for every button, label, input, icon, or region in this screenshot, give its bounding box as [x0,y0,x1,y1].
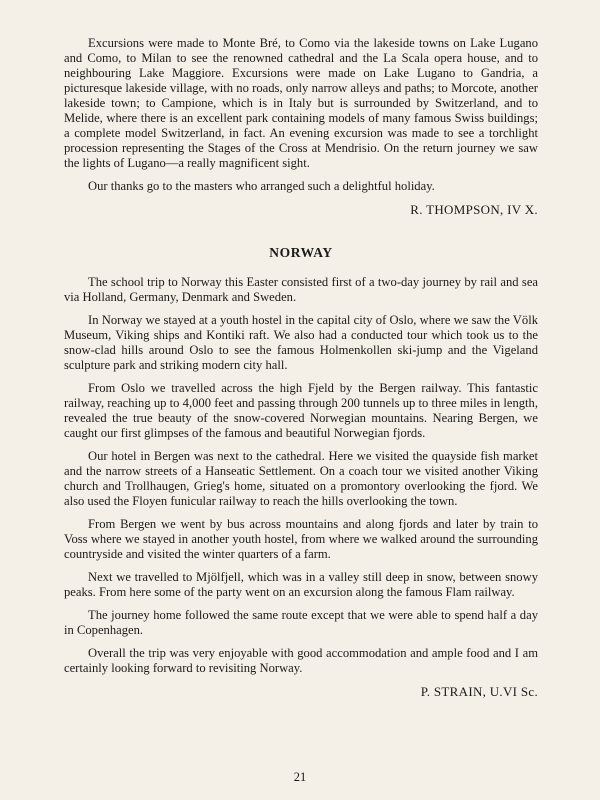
paragraph: From Oslo we travelled across the high Fjeld by the Bergen railway. This fantastic railway, reaching up to 4,000 feet and passing through 200 tunnels up to three miles in length, revealed the true beauty of the snow-covered Norwegian mountains. Nearing Bergen, we caught our first glimpses of the famous and beautiful Norwegian fjords. [64,381,538,440]
paragraph: Our hotel in Bergen was next to the cathedral. Here we visited the quayside fish market and the narrow streets of a Hanseatic Settlement. On a coach tour we visited another Viking church and Trollhaugen, Grieg's home, situated on a promontory overlooking the fjord. We also used the Floyen funicular railway to reach the hills overlooking the town. [64,449,538,508]
section-heading: NORWAY [269,245,333,260]
paragraph: From Bergen we went by bus across mountains and along fjords and later by train to Voss where we stayed in another youth hostel, from where we walked around the surrounding countryside and visited the winter quarters of a farm. [64,517,538,561]
lugano-trip-section [64,36,538,218]
paragraph: The journey home followed the same route except that we were able to spend half a day in Copenhagen. [64,608,538,637]
author-signature: P. STRAIN, U.VI Sc. [420,684,538,699]
paragraph: Excursions were made to Monte Bré, to Como via the lakeside towns on Lake Lugano and Como, to Milan to see the renowned cathedral and the La Scala opera house, and to neighbouring Lake Maggiore. Excursions were made on Lake Lugano to Gandria, a picturesque lakeside village, with no roads, only narrow alleys and paths; to Morcote, another lakeside town; to Campione, which is in Italy but is surrounded by Switzerland, and to Melide, where there is an excellent park containing models of many famous Swiss buildings; a complete model Switzerland, in fact. An evening excursion was made to see a torchlight procession representing the Stages of the Cross at Mendrisio. On the return journey we saw the lights of Lugano—a really magnificent sight. [64,36,538,170]
author-signature: R. THOMPSON, IV X. [410,202,538,217]
paragraph: Next we travelled to Mjölfjell, which was in a valley still deep in snow, between snowy peaks. From here some of the party went on an excursion along the famous Flam railway. [64,570,538,599]
paragraph: The school trip to Norway this Easter consisted first of a two-day journey by rail and sea via Holland, Germany, Denmark and Sweden. [64,275,538,304]
paragraph: Our thanks go to the masters who arranged such a delightful holiday. [88,179,435,193]
norway-trip-section [64,245,538,700]
paragraph: Overall the trip was very enjoyable with good accommodation and ample food and I am certainly looking forward to revisiting Norway. [64,646,538,675]
paragraph: In Norway we stayed at a youth hostel in the capital city of Oslo, where we saw the Völk Museum, Viking ships and Kontiki raft. We also had a conducted tour which took us to the snow-clad hills around Oslo to see the famous Holmenkollen ski-jump and the Vigeland sculpture park and striking modern city hall. [64,313,538,372]
page-number: 21 [293,770,307,784]
